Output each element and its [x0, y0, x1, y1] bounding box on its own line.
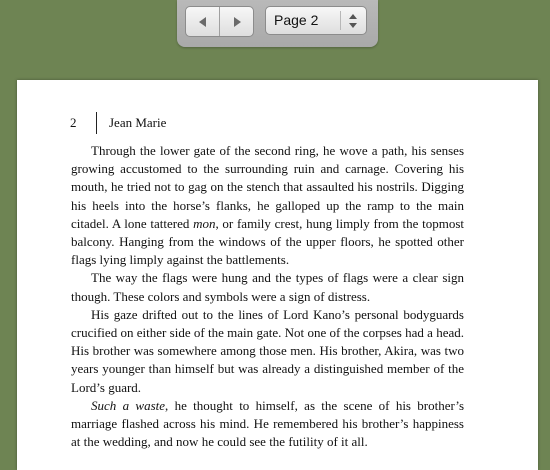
paragraph: [71, 397, 464, 452]
page-selector-label: Page 2: [274, 12, 319, 28]
italic-phrase: Such a waste: [91, 397, 166, 413]
paragraph-text: , or family crest, hung limply from the topmost balcony. Hanging from the windows of the upper floors, he spotted other flags lying limply against the battlements.: [71, 215, 464, 268]
paragraph: His gaze drifted out to the lines of Lord Kano’s personal bodyguards crucified on either side of the main gate. Not one of the corpses had a head. His brother was somewhere among those men. His brother, Akira, was two years younger than himself but was already a distinguished member of the Lord’s guard.: [71, 306, 464, 395]
italic-word: mon: [193, 215, 216, 231]
chevron-left-icon: [197, 16, 209, 28]
author-name: Jean Marie: [109, 115, 167, 130]
chevron-right-icon: [231, 16, 243, 28]
paragraph-text: Through the lower gate of the second ring, he wove a path, his senses growing accustomed to the surrounding ruin and carnage. Covering his mouth, he tried not to gag on the stench that assaulted his nostrils. Digging his heels into the horse’s flanks, he galloped up the ramp to the main citadel. A lone tattered: [71, 143, 464, 231]
page-number: 2: [70, 115, 77, 130]
next-page-button[interactable]: [219, 7, 253, 36]
toolbar: [177, 0, 378, 47]
selector-divider: [340, 11, 341, 30]
header-divider: [96, 112, 97, 134]
document-page: [17, 80, 538, 470]
page-navigation-group: [185, 6, 254, 37]
paragraph: The way the flags were hung and the types of flags were a clear sign though. These colors and symbols were a sign of distress.: [71, 270, 464, 304]
page-body: [71, 142, 464, 451]
up-down-stepper-icon[interactable]: [347, 13, 359, 29]
page-selector[interactable]: [265, 6, 367, 35]
paragraph-text: , he thought to himself, as the scene of his brother’s marriage flashed across his mind. He remembered his brother’s happiness at the wedding, and now he could see the futility of it all.: [71, 397, 465, 450]
previous-page-button[interactable]: [186, 7, 219, 36]
paragraph: [71, 142, 464, 269]
